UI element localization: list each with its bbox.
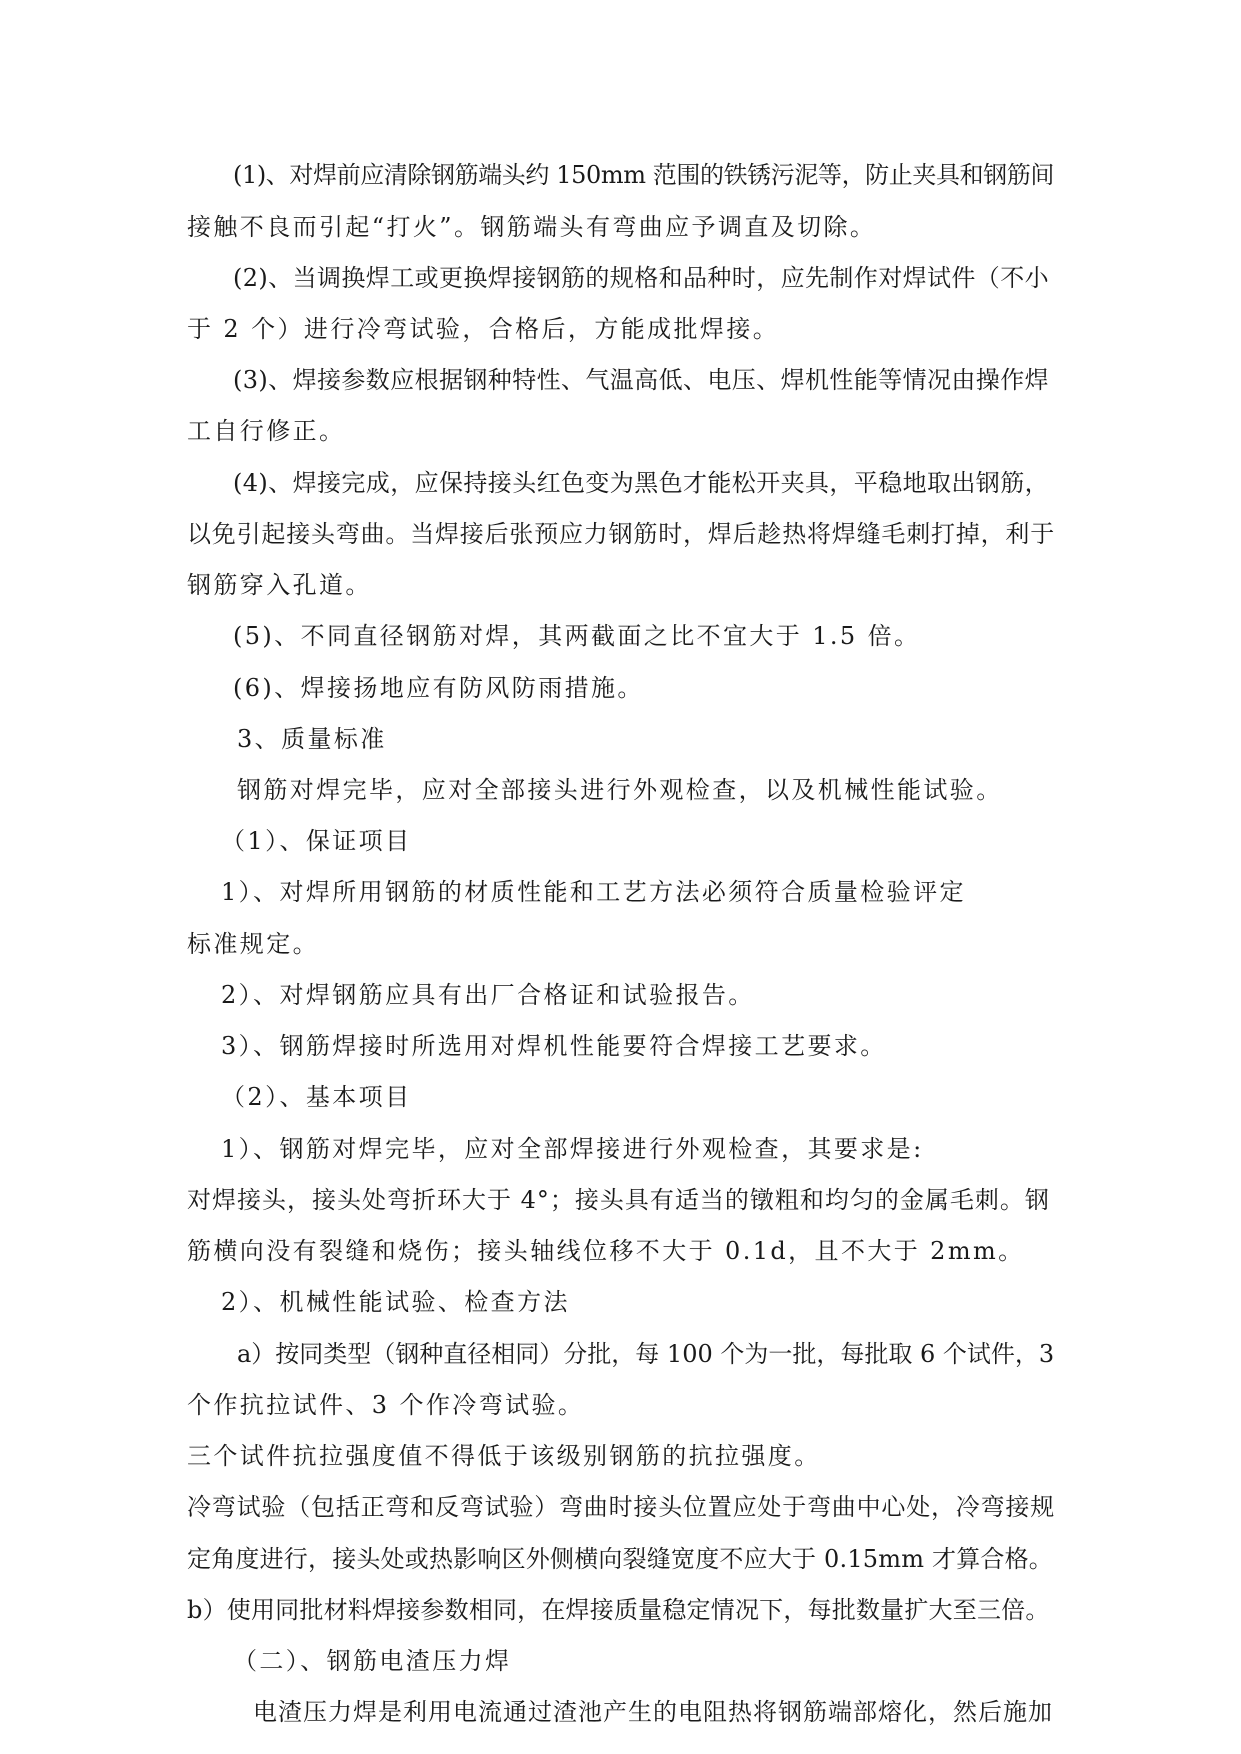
paragraph-line: 钢筋对焊完毕，应对全部接头进行外观检查，以及机械性能试验。 <box>237 776 1003 804</box>
paragraph-line: 冷弯试验（包括正弯和反弯试验）弯曲时接头位置应处于弯曲中心处，冷弯接规 <box>187 1493 1055 1521</box>
paragraph-line: 1）、对焊所用钢筋的材质性能和工艺方法必须符合质量检验评定 <box>221 878 966 906</box>
paragraph-line: (6)、焊接扬地应有防风防雨措施。 <box>233 674 644 702</box>
paragraph-line: 3）、钢筋焊接时所选用对焊机性能要符合焊接工艺要求。 <box>221 1032 887 1060</box>
paragraph-line: 2）、对焊钢筋应具有出厂合格证和试验报告。 <box>221 981 755 1009</box>
paragraph-line: (5)、不同直径钢筋对焊，其两截面之比不宜大于 1.5 倍。 <box>233 622 921 650</box>
subsection-heading: （1）、保证项目 <box>221 827 412 855</box>
paragraph-line: (2)、当调换焊工或更换焊接钢筋的规格和品种时，应先制作对焊试件（不小 <box>233 264 1049 292</box>
paragraph-line: (4)、焊接完成，应保持接头红色变为黑色才能松开夹具，平稳地取出钢筋， <box>233 469 1049 497</box>
paragraph-line: 接触不良而引起“打火”。钢筋端头有弯曲应予调直及切除。 <box>187 213 877 241</box>
paragraph-line: 2）、机械性能试验、检查方法 <box>221 1288 570 1316</box>
paragraph-line: 三个试件抗拉强度值不得低于该级别钢筋的抗拉强度。 <box>187 1442 821 1470</box>
subsection-heading: （2）、基本项目 <box>221 1083 412 1111</box>
paragraph-line: 对焊接头，接头处弯折环大于 4°；接头具有适当的镦粗和均匀的金属毛刺。钢 <box>187 1186 1050 1214</box>
paragraph-line: a）按同类型（钢种直径相同）分批，每 100 个为一批，每批取 6 个试件，3 <box>237 1340 1055 1368</box>
paragraph-line: 钢筋穿入孔道。 <box>187 571 372 599</box>
paragraph-line: 于 2 个）进行冷弯试验，合格后，方能成批焊接。 <box>187 315 780 343</box>
paragraph-line: 标准规定。 <box>187 930 319 958</box>
paragraph-line: b）使用同批材料焊接参数相同，在焊接质量稳定情况下，每批数量扩大至三倍。 <box>187 1596 1050 1624</box>
paragraph-line: 筋横向没有裂缝和烧伤；接头轴线位移不大于 0.1d，且不大于 2mm。 <box>187 1237 1025 1265</box>
paragraph-line: 定角度进行，接头处或热影响区外侧横向裂缝宽度不应大于 0.15mm 才算合格。 <box>187 1545 1054 1573</box>
paragraph-line: 电渣压力焊是利用电流通过渣池产生的电阻热将钢筋端部熔化，然后施加 <box>253 1698 1053 1726</box>
section-heading: （二）、钢筋电渣压力焊 <box>233 1647 512 1675</box>
paragraph-line: 以免引起接头弯曲。当焊接后张预应力钢筋时，焊后趁热将焊缝毛刺打掉，利于 <box>187 520 1055 548</box>
section-heading: 3、质量标准 <box>237 725 387 753</box>
paragraph-line: (3)、焊接参数应根据钢种特性、气温高低、电压、焊机性能等情况由操作焊 <box>233 366 1049 394</box>
paragraph-line: 个作抗拉试件、3 个作冷弯试验。 <box>187 1391 585 1419</box>
paragraph-line: 1）、钢筋对焊完毕，应对全部焊接进行外观检查，其要求是: <box>221 1135 924 1163</box>
paragraph-line: (1)、对焊前应清除钢筋端头约 150mm 范围的铁锈污泥等，防止夹具和钢筋间 <box>233 161 1054 189</box>
paragraph-line: 工自行修正。 <box>187 417 346 445</box>
